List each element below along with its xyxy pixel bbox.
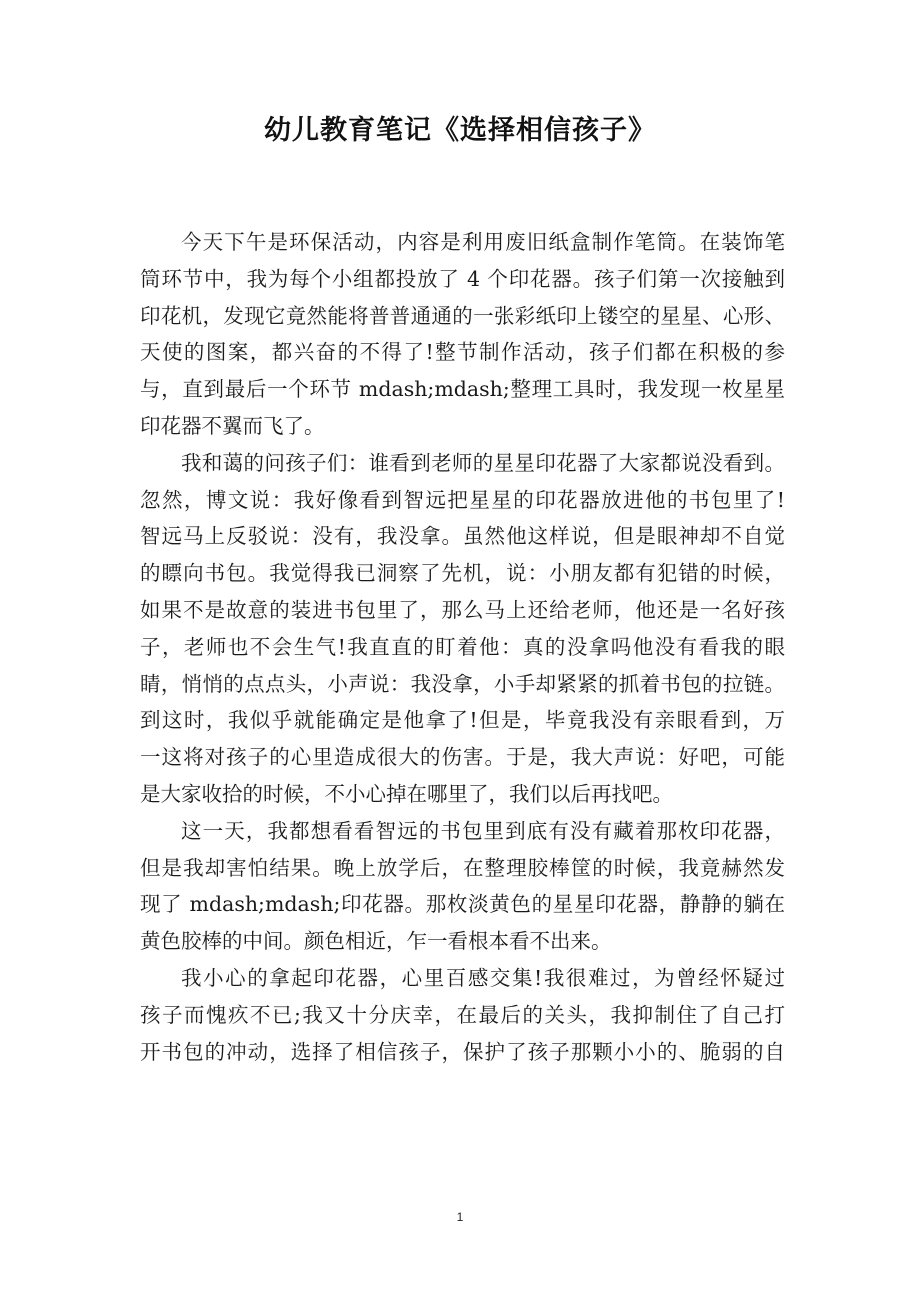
paragraph-3-line-4: 黄色胶棒的中间。颜色相近，乍一看根本看不出来。 [140,929,612,954]
paragraph-2-line-1: 我和蔼的问孩子们：谁看到老师的星星印花器了大家都说没看到。 [181,450,785,475]
paragraph-1-line-5: 与，直到最后一个环节 mdash;mdash;整理工具时，我发现一枚星星 [140,377,785,402]
paragraph-1-line-3: 印花机，发现它竟然能将普普通通的一张彩纸印上镂空的星星、心形、 [140,303,785,328]
paragraph-4-line-3: 开书包的冲动，选择了相信孩子，保护了孩子那颗小小的、脆弱的自 [140,1039,785,1064]
paragraph-2-line-7: 睛，悄悄的点点头，小声说：我没拿，小手却紧紧的抓着书包的拉链。 [140,671,785,696]
page-number: 1 [456,1210,464,1224]
document-body [140,224,785,1070]
paragraph-2-line-2: 忽然，博文说：我好像看到智远把星星的印花器放进他的书包里了! [140,487,785,512]
page-title: 幼儿教育笔记《选择相信孩子》 [264,115,656,146]
paragraph-2-line-10: 是大家收拾的时候，不小心掉在哪里了，我们以后再找吧。 [140,781,673,806]
paragraph-2-line-5: 如果不是故意的装进书包里了，那么马上还给老师，他还是一名好孩 [140,597,785,622]
paragraph-3-line-1: 这一天，我都想看看智远的书包里到底有没有藏着那枚印花器， [181,818,785,843]
paragraph-2-line-3: 智远马上反驳说：没有，我没拿。虽然他这样说，但是眼神却不自觉 [140,524,785,549]
paragraph-3-line-3: 现了 mdash;mdash;印花器。那枚淡黄色的星星印花器，静静的躺在 [140,892,785,917]
paragraph-1-line-2: 筒环节中，我为每个小组都投放了 4 个印花器。孩子们第一次接触到 [140,266,785,291]
paragraph-2-line-4: 的瞟向书包。我觉得我已洞察了先机，说：小朋友都有犯错的时候， [140,561,785,586]
paragraph-2-line-8: 到这时，我似乎就能确定是他拿了!但是，毕竟我没有亲眼看到，万 [140,708,785,733]
paragraph-4-line-2: 孩子而愧疚不已;我又十分庆幸，在最后的关头，我抑制住了自己打 [140,1002,785,1027]
paragraph-1-line-1: 今天下午是环保活动，内容是利用废旧纸盒制作笔筒。在装饰笔 [181,230,785,254]
paragraph-1-line-4: 天使的图案，都兴奋的不得了!整节制作活动，孩子们都在积极的参 [140,340,785,365]
paragraph-1-line-6: 印花器不翼而飞了。 [140,413,325,438]
paragraph-4-line-1: 我小心的拿起印花器，心里百感交集!我很难过，为曾经怀疑过 [181,965,785,990]
paragraph-2-line-9: 一这将对孩子的心里造成很大的伤害。于是，我大声说：好吧，可能 [140,745,785,770]
paragraph-3-line-2: 但是我却害怕结果。晚上放学后，在整理胶棒筐的时候，我竟赫然发 [140,855,785,880]
paragraph-2-line-6: 子，老师也不会生气!我直直的盯着他：真的没拿吗他没有看我的眼 [140,634,785,659]
